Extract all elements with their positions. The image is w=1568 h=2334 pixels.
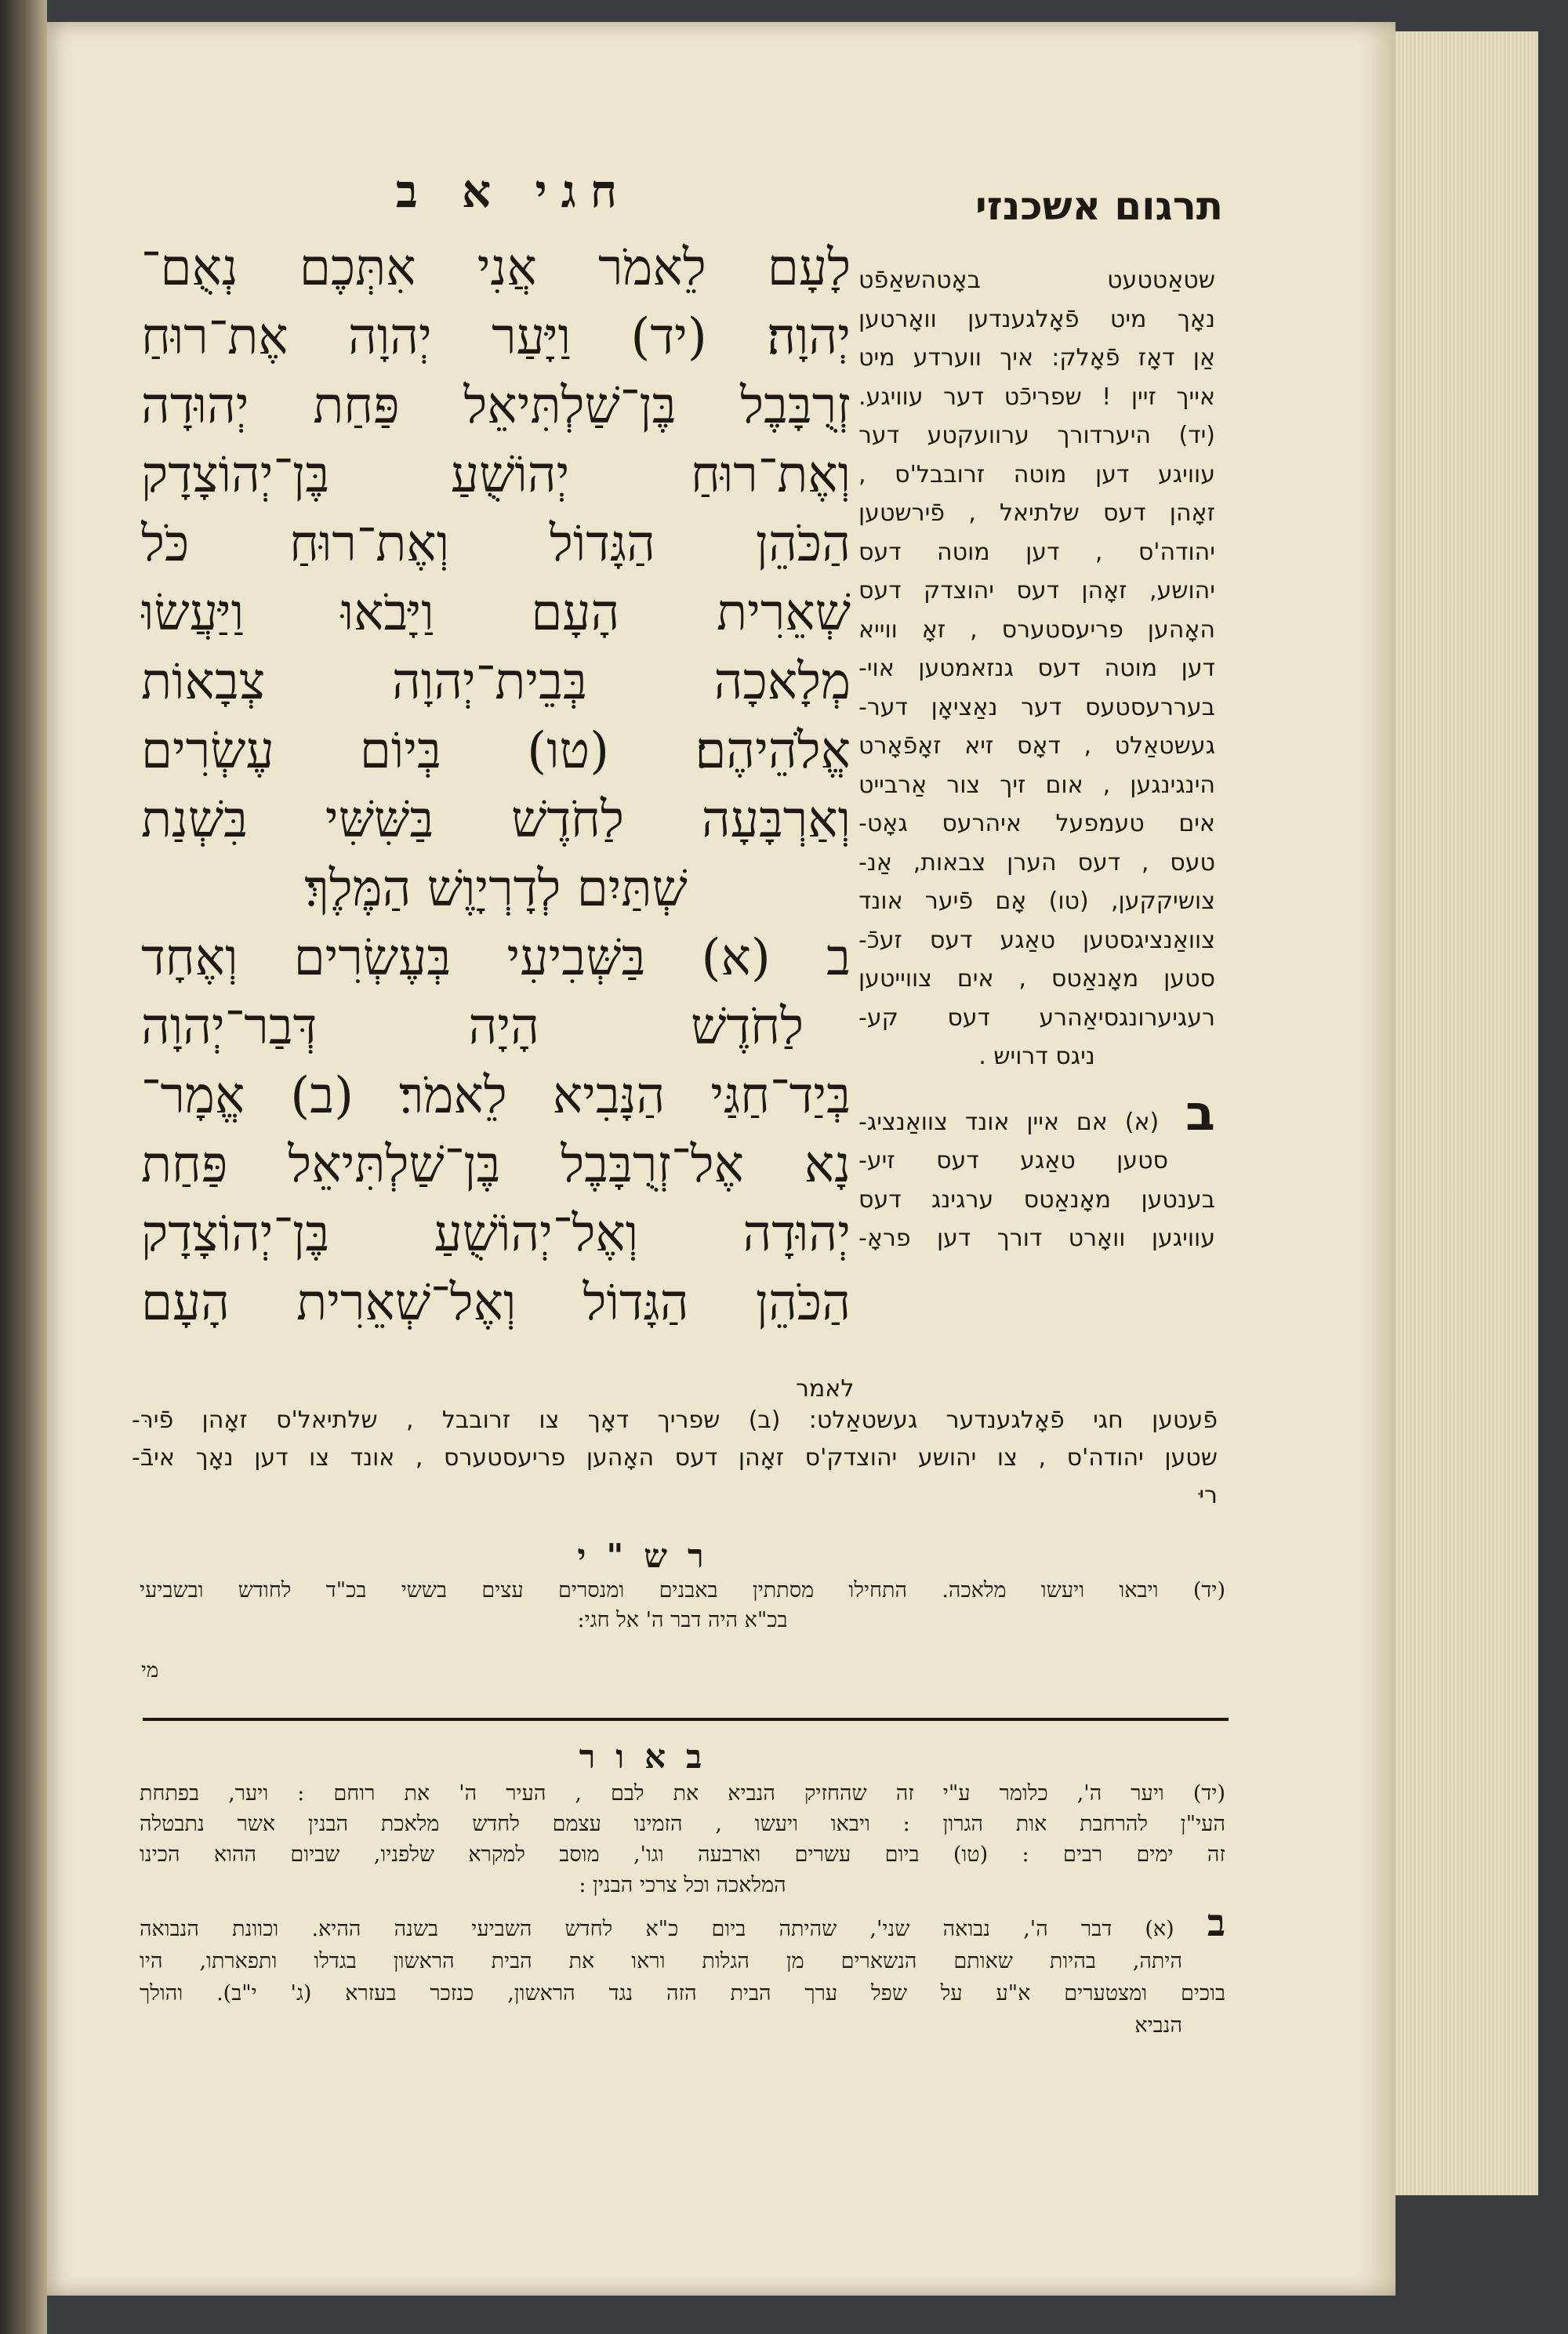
biur-line: זה ימים רבים : (טו) ביום עשרים וארבעה וגו', מוסב למקרא שלפניו, שביום ההוא הכינו xyxy=(140,1842,1225,1867)
biur-line: היתה, בהיות שאותם הנשארים מן הגלות וראו את הבית הראשון בגדלו ותפארתו, היו xyxy=(140,1949,1182,1973)
biur-line: העי"ן להרחבת אות הגרון : ויבאו ויעשו , הזמינו עצמם לחדש מלאכת הבנין אשר נתבטלה xyxy=(140,1812,1225,1836)
translation-line: הינגינגען , אום זיך צור אַרבייט xyxy=(858,771,1215,799)
rashi-line: (יד) ויבאו ויעשו מלאכה. התחילו מסתתין באבנים ומנסרים עצים בששי בכ"ד לחודש ובשביעי xyxy=(140,1578,1225,1603)
translation-line: (יד) היערדורך ערוועקטע דער xyxy=(858,422,1215,449)
biur-heading: באור xyxy=(579,1737,723,1776)
translation-line: רעגיערונגסיאַהרע דעס קע- xyxy=(858,1004,1215,1032)
translation-line: עוויגען וואָרט דורך דען פראָ- xyxy=(858,1225,1215,1252)
hebrew-line: וְאֶת־רוּחַ יְהוֹשֻׁעַ בֶּן־יְהוֹצָדָק xyxy=(141,446,851,504)
translation-line: דען מוטה דעס גנזאמטען אוי- xyxy=(858,655,1215,682)
translation-line: אים טעמפעל איהרעס גאָט- xyxy=(858,810,1215,837)
biur-line: המלאכה וכל צרכי הבנין : xyxy=(579,1873,786,1897)
hebrew-line: שְׁתַּיִם לְדָרְיָוֶשׁ הַמֶּלֶךְ׃ xyxy=(304,860,688,918)
book-page xyxy=(47,22,1396,2296)
german-translation-column xyxy=(858,261,1215,1258)
translation-line: שטאַטטעט באָטהשאַפֿט xyxy=(858,267,1215,294)
rashi-line: בכ"א היה דבר ה' אל חגי: xyxy=(577,1608,788,1632)
translation-line: ריּ xyxy=(1199,1482,1218,1509)
translation-line-chapter-start xyxy=(858,1094,1215,1142)
hebrew-line: וְאַרְבָּעָה לַחֹדֶשׁ בַּשִּׁשִּׁי בִּשְׁנַת xyxy=(141,791,851,849)
translation-line: צוואַנציגסטען טאַגע דעס זעכֿ- xyxy=(858,926,1215,954)
page-edges xyxy=(1376,31,1538,2195)
hebrew-line: זְרֻבָּבֶל בֶּן־שַׁלְתִּיאֵל פַּחַת יְהוּדָה xyxy=(141,377,851,435)
hebrew-line: אֱלֹהֵיהֶם׃ (טו) בְּיוֹם עֶשְׂרִים xyxy=(141,722,851,780)
hebrew-line: הַכֹּהֵן הַגָּדוֹל וְאֶת־רוּחַ כֹּל xyxy=(141,515,851,573)
hebrew-line: יְהוָה׃ (יד) וַיָּעַר יְהוָה אֶת־רוּחַ xyxy=(141,308,851,366)
hebrew-line: לַחֹדֶשׁ הָיָה דְּבַר־יְהוָה xyxy=(141,998,804,1056)
chapter-mark: ב xyxy=(1159,1093,1215,1142)
translation-line: אייך זיין ! שפריכֿט דער עוויגע. xyxy=(858,383,1215,411)
hebrew-line-chapter-start: ב (א) בַּשְּׁבִיעִי בְּעֶשְׂרִים וְאֶחָד xyxy=(141,929,851,987)
translation-line: עוויגע דען מוטה זרובבל'ס , xyxy=(858,460,1215,488)
translation-line: געשטאַלט , דאָס זיא זאָפֿאָרט xyxy=(858,732,1215,760)
biur-commentary xyxy=(140,1778,1225,1900)
rashi-commentary xyxy=(140,1576,1225,1635)
section-divider xyxy=(143,1718,1229,1721)
biur-line-chapter-start xyxy=(140,1907,1225,1945)
rashi-heading: רש"י xyxy=(577,1537,724,1575)
hebrew-line: שְׁאֵרִית הָעָם וַיָּבֹאוּ וַיַּעֲשׂוּ xyxy=(141,584,851,642)
translation-line: סטען מאָנאַטס , אים צווייטען xyxy=(858,965,1215,993)
translation-line: יהושע, זאָהן דעס יהוצדק דעס xyxy=(858,577,1215,604)
biur-line: הנביא xyxy=(1134,2013,1182,2038)
translation-line: בעררעסטעס דער נאַציאָן דער- xyxy=(858,693,1215,721)
hebrew-line: לָעָם לֵאמֹר אֲנִי אִתְּכֶם נְאֻם־ xyxy=(141,239,851,297)
translation-line: שטען יהודה'ס , צו יהושע יהוצדק'ס זאָהן דעס האָהען פריעסטערס , אונד צו דען נאָך איבֿ- xyxy=(132,1444,1218,1472)
translation-line: זאָהן דעס שלתיאל , פֿירשטען xyxy=(858,499,1215,527)
hebrew-main-text xyxy=(141,234,851,1338)
translation-line: אַן דאָז פֿאָלק: איך ווערדע מיט xyxy=(858,344,1215,372)
catchword-lomer: לאמר xyxy=(796,1375,855,1403)
translation-line: ניגס דרויש . xyxy=(978,1043,1095,1070)
hebrew-line: בְּיַד־חַגַּי הַנָּבִיא לֵאמֹר׃ (ב) אֱמָר־ xyxy=(141,1067,851,1125)
biur-line: (יד) ויער ה', כלומר ע"י זה שהחזיק הנביא את לבם , העיר ה' את רוחם : ויער, בפתחת xyxy=(140,1781,1225,1806)
biur-ch2-text: (א) דבר ה', נבואה שני', שהיתה ביום כ"א לחדש השביעי בשנה ההיא. וכוונת הנבואה xyxy=(140,1917,1174,1941)
translation-line: טעס , דעס הערן צבאות, אַנ- xyxy=(858,848,1215,877)
hebrew-line: יְהוּדָה וְאֶל־יְהוֹשֻׁעַ בֶּן־יְהוֹצָדָק xyxy=(141,1205,851,1263)
biur-line: בוכים ומצטערים א"ע על שפל ערך הבית הזה נגד הראשון, כנזכר בעזרא (ג' י"ב). והולך xyxy=(140,1981,1225,2005)
translation-continuation xyxy=(132,1402,1218,1515)
translation-ch2-text: (א) אם איין אונד צוואַנציג- xyxy=(858,1108,1160,1136)
catchword-mi: מי xyxy=(141,1659,159,1682)
translation-line: סטען טאַגע דעס זיע- xyxy=(858,1147,1168,1174)
translation-line: פֿעטען חגי פֿאָלגענדער געשטאַלט: (ב) שפריך דאָך צו זרובבל , שלתיאל'ס זאָהן פֿירּ- xyxy=(132,1407,1218,1434)
hebrew-line: הַכֹּהֵן הַגָּדוֹל וְאֶל־שְׁאֵרִית הָעָם xyxy=(141,1274,851,1332)
chapter-letter: ב xyxy=(1207,1907,1225,1945)
hebrew-line: נָא אֶל־זְרֻבָּבֶל בֶּן־שַׁלְתִּיאֵל פַּחַת xyxy=(141,1136,851,1194)
translation-line: האָהען פריעסטערס , זאָ ווייא xyxy=(858,615,1215,644)
translation-line: יהודה'ס , דען מוטה דעס xyxy=(858,538,1215,566)
translation-line: צושיקקען, (טו) אָם פֿיער אונד xyxy=(858,888,1215,915)
translation-line: בענטען מאָנאַטס ערגינג דעס xyxy=(858,1185,1215,1214)
translation-gap xyxy=(858,1076,1215,1094)
translation-line: נאָך מיט פֿאָלגענדען וואָרטען xyxy=(858,305,1215,333)
hebrew-line: מְלָאכָה בְּבֵית־יְהוָה צְבָאוֹת xyxy=(141,653,851,711)
running-head-translation-title: תרגום אשכנזי xyxy=(975,183,1223,229)
biur-chapter2 xyxy=(140,1907,1225,2042)
book-spine xyxy=(0,0,47,2334)
running-head-book-title: חגי א ב xyxy=(395,165,632,218)
